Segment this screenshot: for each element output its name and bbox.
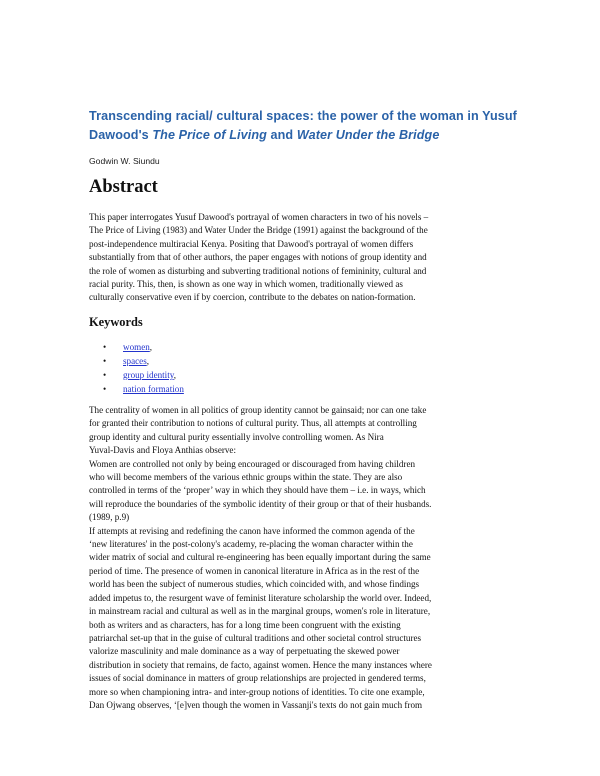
body-line: controlled in terms of the ‘proper’ way in which they should have them – i.e. in ways, which	[89, 485, 426, 496]
title-prefix: Dawood's	[89, 128, 153, 142]
bullet-icon: •	[103, 383, 107, 394]
body-line: Yuval-Davis and Floya Anthias observe:	[89, 445, 236, 456]
body-line: ‘new literatures' in the post-colony's academy, re-placing the woman character within the	[89, 539, 413, 550]
body-line: patriarchal set-up that in the guise of cultural traditions and other societal control structures	[89, 632, 422, 643]
abstract-line: post-independence multiracial Kenya. Positing that Dawood's portrayal of women differs	[89, 238, 414, 249]
keyword-item	[103, 341, 184, 355]
body-line: more so when championing intra- and inter-group notions of identities. To cite one example,	[89, 686, 425, 697]
abstract-line: the role of women as disturbing and subverting traditional notions of femininity, cultural and	[89, 265, 427, 276]
keyword-link[interactable]: group identity	[123, 369, 174, 380]
body-line: world has been the subject of numerous studies, which coincided with, and whose findings	[89, 579, 420, 590]
abstract-line: racial purity. This, then, is shown as one way in which women, traditionally viewed as	[89, 279, 403, 290]
body-line: group identity and cultural purity essentially involve controlling women. As Nira	[89, 431, 384, 442]
bullet-icon: •	[103, 369, 107, 380]
body-line: for granted their contribution to notions of cultural purity. Thus, all attempts at controlling	[89, 418, 417, 429]
keyword-separator: ,	[149, 342, 153, 352]
body-line: wider matrix of social and cultural re-engineering has been equally important during the same	[89, 552, 431, 563]
keyword-separator: ,	[173, 369, 176, 380]
abstract-heading: Abstract	[89, 177, 158, 197]
body-line: If attempts at revising and redefining the canon have informed the common agenda of the	[89, 525, 415, 536]
keyword-link[interactable]: women	[123, 342, 150, 352]
body-line: issues of social dominance in matters of group relationships are projected in gendered terms,	[89, 673, 426, 684]
keyword-item	[103, 383, 184, 397]
body-line: distribution in society that remains, de facto, against women. Hence the many instances where	[89, 659, 432, 670]
keyword-link[interactable]: spaces	[123, 355, 147, 366]
title-line-1: Transcending racial/ cultural spaces: the power of the woman in Yusuf	[89, 109, 517, 123]
title-conjunction: and	[266, 128, 297, 142]
body-line: valorize masculinity and male dominance as a way of perpetuating the skewed power	[89, 646, 400, 657]
body-line: added impetus to, the resurgent wave of feminist literature scholarship the world over. Indeed,	[89, 592, 432, 603]
bullet-icon: •	[103, 355, 107, 366]
body-line: Dan Ojwang observes, ‘[e]ven though the women in Vassanji's texts do not gain much from	[89, 699, 423, 710]
body-line: both as writers and as characters, has for a long time been congruent with the existing	[89, 619, 401, 630]
paper-title	[89, 107, 519, 145]
body-line: will reproduce the boundaries of the symbolic identity of their group or that of their husbands.	[89, 498, 432, 509]
body-line: (1989, p.9)	[89, 512, 130, 523]
keyword-item	[103, 369, 184, 383]
keyword-item	[103, 355, 184, 369]
abstract-line: This paper interrogates Yusuf Dawood's portrayal of women characters in two of his novels –	[89, 212, 429, 222]
abstract-line: substantially from that of other authors, the paper engages with notions of group identity and	[89, 252, 427, 263]
bullet-icon: •	[103, 342, 107, 352]
abstract-text	[89, 211, 513, 305]
abstract-line: The Price of Living (1983) and Water Under the Bridge (1991) against the background of the	[89, 225, 428, 236]
abstract-line: culturally conservative even if by coercion, contribute to the debates on nation-formation.	[89, 292, 416, 303]
keyword-separator: ,	[146, 355, 150, 366]
keywords-list	[103, 341, 184, 397]
body-line: Women are controlled not only by being encouraged or discouraged from having children	[89, 458, 416, 469]
body-line: period of time. The presence of women in canonical literature in Africa as in the rest of the	[89, 565, 420, 576]
body-text	[89, 404, 513, 712]
keyword-link[interactable]: nation formation	[123, 383, 184, 394]
title-book-2: Water Under the Bridge	[296, 128, 440, 142]
body-line: The centrality of women in all politics of group identity cannot be gainsaid; nor can one take	[89, 405, 427, 415]
title-book-1: The Price of Living	[152, 128, 267, 142]
body-line: in mainstream racial and cultural as well as in the marginal groups, women's role in literature,	[89, 606, 431, 617]
keywords-heading: Keywords	[89, 315, 143, 329]
body-line: who will become members of the various ethnic groups within the state. They are also	[89, 472, 403, 483]
author-name: Godwin W. Siundu	[89, 156, 160, 166]
